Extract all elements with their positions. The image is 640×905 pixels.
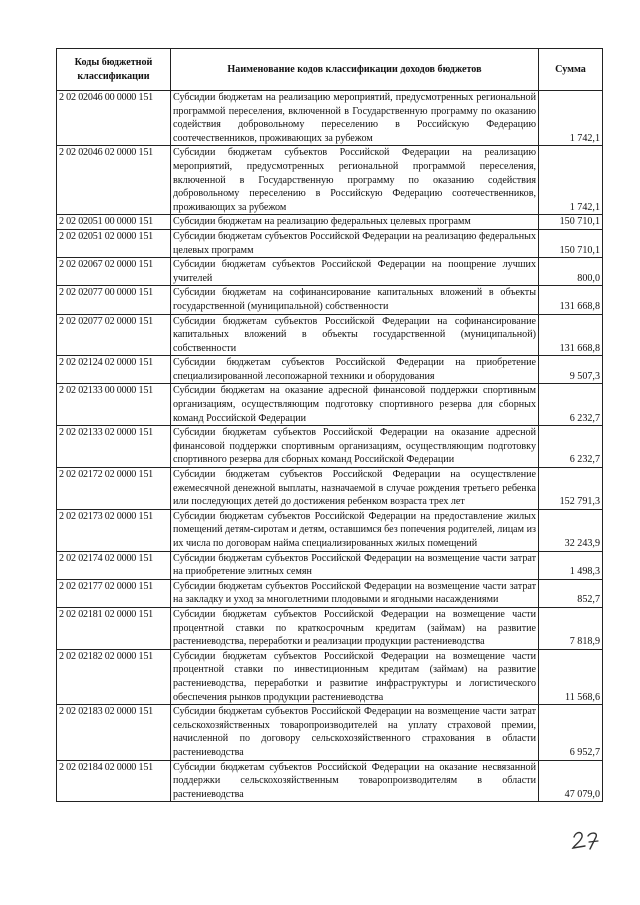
page-number-handwritten (570, 828, 610, 850)
row-code: 2 02 02182 02 0000 151 (57, 649, 171, 704)
table-row (57, 551, 603, 579)
table-row (57, 705, 603, 760)
row-sum: 7 818,9 (539, 607, 603, 649)
table-row (57, 314, 603, 356)
table-row (57, 509, 603, 551)
row-name: Субсидии бюджетам субъектов Российской Федерации на возмещение части процентной ставки по краткосрочным кредитам (займам) на развитие растениеводства, переработки и реализации продукции растениеводства (171, 607, 539, 649)
row-sum: 32 243,9 (539, 509, 603, 551)
header-code: Коды бюджетной классификации (57, 49, 171, 91)
row-code: 2 02 02051 00 0000 151 (57, 215, 171, 230)
header-name: Наименование кодов классификации доходов бюджетов (171, 49, 539, 91)
row-sum: 152 791,3 (539, 468, 603, 510)
table-row (57, 258, 603, 286)
row-sum: 150 710,1 (539, 215, 603, 230)
table-row (57, 356, 603, 384)
row-sum: 6 232,7 (539, 384, 603, 426)
row-sum: 9 507,3 (539, 356, 603, 384)
row-name: Субсидии бюджетам субъектов Российской Федерации на возмещение части процентной ставки по инвестиционным кредитам (займам) на развитие растениеводства, переработки и развитие инфраструктуры и логистического обеспечения рынков продукции растениеводства (171, 649, 539, 704)
row-code: 2 02 02181 02 0000 151 (57, 607, 171, 649)
row-sum: 6 232,7 (539, 426, 603, 468)
row-code: 2 02 02046 02 0000 151 (57, 146, 171, 215)
row-name: Субсидии бюджетам субъектов Российской Федерации на софинансирование капитальных вложений в объекты государственной (муниципальной) собственности (171, 314, 539, 356)
row-sum: 1 742,1 (539, 146, 603, 215)
row-code: 2 02 02184 02 0000 151 (57, 760, 171, 802)
table-row (57, 579, 603, 607)
row-code: 2 02 02051 02 0000 151 (57, 229, 171, 257)
table-row (57, 468, 603, 510)
row-code: 2 02 02077 02 0000 151 (57, 314, 171, 356)
row-sum: 6 952,7 (539, 705, 603, 760)
row-code: 2 02 02177 02 0000 151 (57, 579, 171, 607)
table-row (57, 649, 603, 704)
row-name: Субсидии бюджетам субъектов Российской Федерации на реализацию мероприятий, предусмотренных региональной программой переселения, включенной в Государственную программу по оказанию содействия добровольному переселению в Российскую Федерацию соотечественников, проживающих за рубежом (171, 146, 539, 215)
row-sum: 131 668,8 (539, 286, 603, 314)
row-code: 2 02 02133 00 0000 151 (57, 384, 171, 426)
table-row (57, 215, 603, 230)
row-code: 2 02 02172 02 0000 151 (57, 468, 171, 510)
table-row (57, 384, 603, 426)
row-code: 2 02 02067 02 0000 151 (57, 258, 171, 286)
table-row (57, 286, 603, 314)
budget-table (56, 48, 603, 802)
row-name: Субсидии бюджетам субъектов Российской Федерации на поощрение лучших учителей (171, 258, 539, 286)
row-name: Субсидии бюджетам субъектов Российской Федерации на реализацию федеральных целевых программ (171, 229, 539, 257)
row-name: Субсидии бюджетам на реализацию мероприятий, предусмотренных региональной программой переселения, включенной в Государственную программу по оказанию содействия добровольному переселению в Российскую Федерацию соотечественников, проживающих за рубежом (171, 91, 539, 146)
row-name: Субсидии бюджетам субъектов Российской Федерации на предоставление жилых помещений детям-сиротам и детям, оставшимся без попечения родителей, лицам из их числа по договорам найма специализированных жилых помещений (171, 509, 539, 551)
row-sum: 1 742,1 (539, 91, 603, 146)
row-name: Субсидии бюджетам субъектов Российской Федерации на приобретение специализированной лесопожарной техники и оборудования (171, 356, 539, 384)
row-name: Субсидии бюджетам субъектов Российской Федерации на возмещение части затрат сельскохозяйственных товаропроизводителей на уплату страховой премии, начисленной по договору сельскохозяйственного страхования в области растениеводства (171, 705, 539, 760)
table-row (57, 146, 603, 215)
row-sum: 47 079,0 (539, 760, 603, 802)
row-sum: 131 668,8 (539, 314, 603, 356)
row-name: Субсидии бюджетам субъектов Российской Федерации на возмещение части затрат на закладку и уход за многолетними плодовыми и ягодными насаждениями (171, 579, 539, 607)
row-sum: 11 568,6 (539, 649, 603, 704)
table-row (57, 607, 603, 649)
row-name: Субсидии бюджетам на оказание адресной финансовой поддержки спортивным организациям, осуществляющим подготовку спортивного резерва для сборных команд Российской Федерации (171, 384, 539, 426)
row-code: 2 02 02133 02 0000 151 (57, 426, 171, 468)
row-sum: 852,7 (539, 579, 603, 607)
table-row (57, 229, 603, 257)
table-row (57, 91, 603, 146)
row-code: 2 02 02124 02 0000 151 (57, 356, 171, 384)
row-code: 2 02 02046 00 0000 151 (57, 91, 171, 146)
row-name: Субсидии бюджетам субъектов Российской Федерации на оказание несвязанной поддержки сельскохозяйственным товаропроизводителям в области растениеводства (171, 760, 539, 802)
row-name: Субсидии бюджетам субъектов Российской Федерации на возмещение части затрат на приобретение элитных семян (171, 551, 539, 579)
row-sum: 150 710,1 (539, 229, 603, 257)
row-name: Субсидии бюджетам субъектов Российской Федерации на оказание адресной финансовой поддержки спортивным организациям, осуществляющим подготовку спортивного резерва для сборных команд Российской Федерации (171, 426, 539, 468)
row-sum: 800,0 (539, 258, 603, 286)
table-row (57, 760, 603, 802)
row-name: Субсидии бюджетам субъектов Российской Федерации на осуществление ежемесячной денежной выплаты, назначаемой в случае рождения третьего ребенка или последующих детей до достижения ребенком возраста трех лет (171, 468, 539, 510)
table-row (57, 426, 603, 468)
table-header-row (57, 49, 603, 91)
row-code: 2 02 02183 02 0000 151 (57, 705, 171, 760)
row-code: 2 02 02173 02 0000 151 (57, 509, 171, 551)
row-code: 2 02 02174 02 0000 151 (57, 551, 171, 579)
row-name: Субсидии бюджетам на реализацию федеральных целевых программ (171, 215, 539, 230)
row-code: 2 02 02077 00 0000 151 (57, 286, 171, 314)
header-sum: Сумма (539, 49, 603, 91)
row-name: Субсидии бюджетам на софинансирование капитальных вложений в объекты государственной (муниципальной) собственности (171, 286, 539, 314)
row-sum: 1 498,3 (539, 551, 603, 579)
